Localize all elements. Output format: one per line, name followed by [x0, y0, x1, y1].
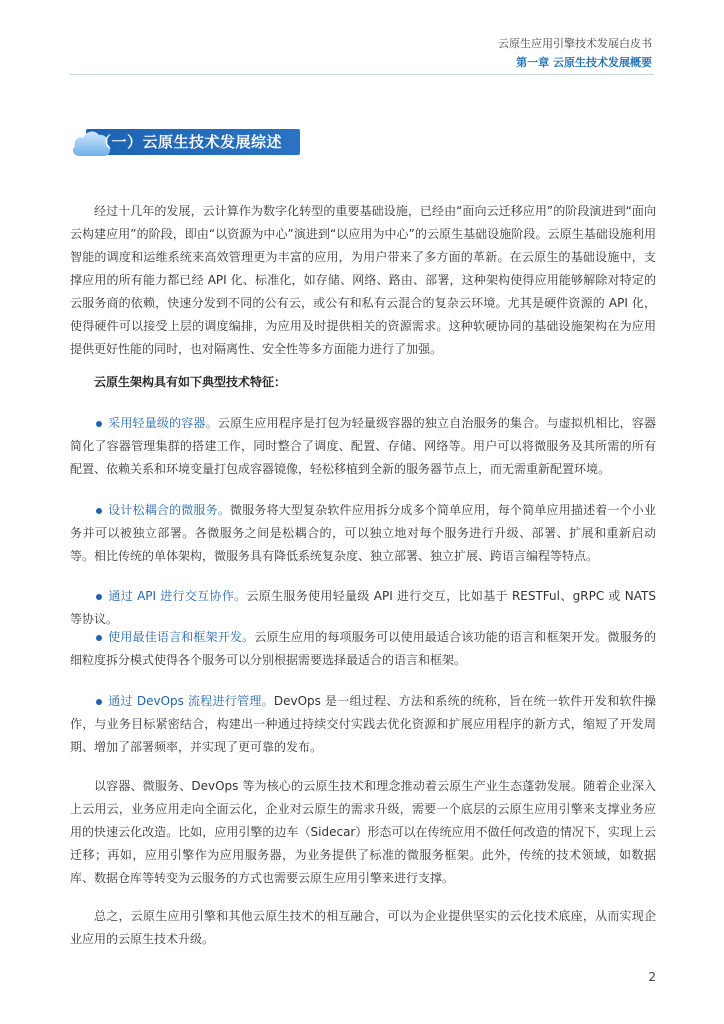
bullet-text: 云原生应用程序是打包为轻量级容器的独立自治服务的集合。与虚拟机相比，容器简化了容器管理集群的搭建工作，同时整合了调度、配置、存储、网络等。用户可以将微服务及其所需的所有配置、依赖关系和环境变量打包成容器镜像，轻松移植到全新的服务器节点上，而无需重新配置环境。 [70, 416, 656, 476]
summary-paragraph [70, 775, 656, 890]
bullet-text: 微服务将大型复杂软件应用拆分成多个简单应用，每个简单应用描述着一个小业务并可以被独立部署。各微服务之间是松耦合的，可以独立地对每个服务进行升级、部署、扩展和重新启动等。相比传统的单体架构，微服务具有降低系统复杂度、独立部署、独立扩展、跨语言编程等特点。 [70, 503, 656, 563]
bullet-title: 通过 DevOps 流程进行管理。 [108, 694, 274, 708]
bullet-dot-icon [96, 635, 102, 641]
document-title: 云原生应用引擎技术发展白皮书 [498, 37, 652, 50]
lead-text: 云原生架构具有如下典型技术特征： [94, 375, 287, 389]
bullet-dot-icon [96, 594, 102, 600]
paragraph-text: 经过十几年的发展，云计算作为数字化转型的重要基础设施，已经由“面向云迁移应用”的阶段演进到“面向云构建应用”的阶段，即由“以资源为中心”演进到“以应用为中心”的云原生基础设施阶段。云原生基础设施利用智能的调度和运维系统来高效管理更为丰富的应用，为用户带来了多方面的革新。在云原生的基础设施中，支撑应用的所有能力都已经 API 化、标准化，如存储、网络、路由、部署，这种架构使得应用能够解除对特定的云服务商的依赖，快速分发到不同的公有云，或公有和私有云混合的复杂云环境。尤其是硬件资源的 API 化，使得硬件可以接受上层的调度编排，为应用及时提供相关的资源需求。这种软硬协同的基础设施架构在为应用提供更好性能的同时，也对隔离性、安全性等多方面能力进行了加强。 [70, 204, 656, 356]
bullet-item [70, 626, 656, 672]
bullet-item [70, 499, 656, 568]
bullet-title: 设计松耦合的微服务。 [108, 503, 230, 517]
paragraph-text: 总之，云原生应用引擎和其他云原生技术的相互融合，可以为企业提供坚实的云化技术底座，从而实现企业应用的云原生技术升级。 [70, 909, 656, 946]
bullet-item [70, 412, 656, 481]
chapter-title: 第一章 云原生技术发展概要 [516, 56, 652, 69]
bullet-item [70, 585, 656, 631]
page-header [498, 36, 652, 71]
bullet-item [70, 690, 656, 759]
bullet-text: 云原生服务使用轻量级 API 进行交互，比如基于 RESTFul、gRPC 或 NATS 等协议。 [70, 589, 656, 626]
features-lead [70, 371, 656, 394]
section-title: （一）云原生技术发展综述 [96, 133, 283, 151]
bullet-dot-icon [96, 421, 102, 427]
header-divider [70, 74, 654, 75]
bullet-title: 使用最佳语言和框架开发。 [108, 630, 255, 644]
intro-paragraph [70, 200, 656, 361]
bullet-dot-icon [96, 699, 102, 705]
page-number: 2 [648, 970, 656, 984]
section-banner [70, 122, 300, 160]
conclusion-paragraph [70, 905, 656, 951]
bullet-title: 采用轻量级的容器。 [108, 416, 218, 430]
bullet-text: DevOps 是一组过程、方法和系统的统称，旨在统一软件开发和软件操作，与业务目标紧密结合，构建出一种通过持续交付实践去优化资源和扩展应用程序的新方式，缩短了开发周期、增加了部署频率，并实现了更可靠的发布。 [70, 694, 656, 754]
bullet-dot-icon [96, 508, 102, 514]
bullet-title: 通过 API 进行交互协作。 [108, 589, 247, 603]
paragraph-text: 以容器、微服务、DevOps 等为核心的云原生技术和理念推动着云原生产业生态蓬勃发展。随着企业深入上云用云，业务应用走向全面云化，企业对云原生的需求升级，需要一个底层的云原生应用引擎来支撑业务应用的快速云化改造。比如，应用引擎的边车（Sidecar）形态可以在传统应用不做任何改造的情况下，实现上云迁移；再如，应用引擎作为应用服务器，为业务提供了标准的微服务框架。此外，传统的技术领域，如数据库、数据仓库等转变为云服务的方式也需要云原生应用引擎来进行支撑。 [70, 779, 656, 885]
bullet-text: 云原生应用的每项服务可以使用最适合该功能的语言和框架开发。微服务的细粒度拆分模式使得各个服务可以分别根据需要选择最适合的语言和框架。 [70, 630, 656, 667]
